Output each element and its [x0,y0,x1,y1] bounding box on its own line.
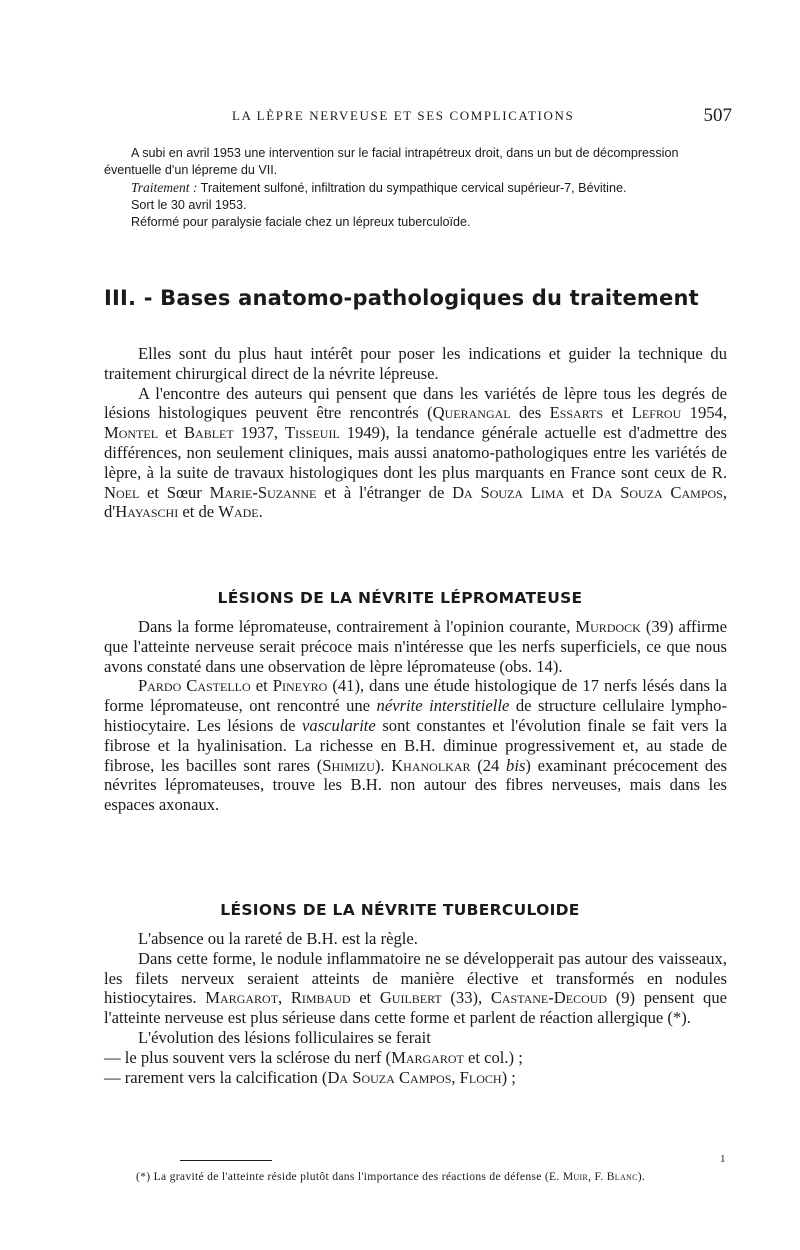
author-name: Khanolkar [391,755,471,775]
case-note-discharge: Sort le 30 avril 1953. [131,198,247,212]
paragraph-authors: A l'encontre des auteurs qui pensent que dans les variétés de lèpre tous les degrés de lésions histologiques peuvent être rencontrés (Querangal des Essarts et Lefrou 1954, Montel et Bablet 1937, Tisseuil 1949), la tendance générale actuelle est d'admettre des différences, non seulement cliniques, mais aussi anatomo-pathologiques entre les variétés de lèpre, à la suite de travaux histologiques dont les plus marquants en France sont ceux de R. Noel et Sœur Marie-Suzanne et à l'étranger de Da Souza Lima et Da Souza Campos, d'Hayaschi et de Wade. [104,383,728,522]
emphasis: bis [506,755,526,775]
author-name: Margarot [391,1047,464,1067]
author-name: Castane-Decoud [490,988,608,1008]
paragraph-murdock: Dans la forme lépromateuse, contrairement à l'opinion courante, Murdock (39) affirme que l'atteinte nerveuse serait précoce mais n'intéresse que les nerfs superficiels, ce que nous avons constaté dans une observation de lèpre lépromateuse (obs. 14). [104,617,727,676]
emphasis: névrite interstitielle [376,696,510,716]
author-name: Da Souza Campos [591,482,723,502]
case-note-treatment [104,179,734,197]
tuberculoid-text [104,929,727,1087]
author-name: Bablet [183,423,234,443]
paragraph-evolution: L'évolution des lésions folliculaires se ferait [138,1027,431,1047]
section-heading: III. - Bases anatomo-pathologiques du traitement [104,286,699,310]
subheading-tuberculoid: LÉSIONS DE LA NÉVRITE TUBERCULOIDE [220,901,580,919]
author-name: R. Noel [104,462,727,502]
treatment-text: Traitement sulfoné, infiltration du sympathique cervical supérieur-7, Bévitine. [197,181,627,195]
paragraph-absence: L'absence ou la rareté de B.H. est la règle. [138,929,418,948]
footnote-mark: 1 [720,1153,726,1165]
author-name: Muir [562,1170,589,1183]
paragraph-pardo-castello: Pardo Castello et Pineyro (41), dans une étude histologique de 17 nerfs lésés dans la forme lépromateuse, ont rencontré une névrite interstitielle de structure cellulaire lympho-histiocytaire. Les lésions de vascularite sont constantes et l'évolution finale se fait vers la fibrose et la hyalinisation. La richesse en B.H. diminue progressivement et, au stade de fibrose, les bacilles sont rares (Shimizu). Khanolkar (24 bis) examinant précocement des névrites lépromateuses, trouve les B.H. non autour des fibres nerveuses, mais dans les espaces axonaux. [104,676,728,815]
author-name: Hayaschi [115,502,179,522]
author-name: Pardo Castello [138,676,251,696]
case-note-reform: Réformé pour paralysie faciale chez un lépreux tuberculoïde. [131,215,471,229]
list-item-sclerosis: — le plus souvent vers la sclérose du nerf (Margarot et col.) ; [104,1047,523,1067]
author-name: Tisseuil [284,423,340,443]
footnote-divider [180,1160,272,1161]
lepromatous-text [104,617,727,815]
author-name: Guilbert [379,988,442,1008]
emphasis: vascularite [302,715,376,735]
author-name: Da Souza Lima [452,482,565,502]
author-name: Pineyro [272,676,328,696]
paragraph-nodule: Dans cette forme, le nodule inflammatoire ne se développerait pas autour des vaisseaux, les filets nerveux seraient atteints de manière élective et transformés en nodules histiocytaires. Margarot, Rimbaud et Guilbert (33), Castane-Decoud (9) pensent que l'atteinte nerveuse est plus sérieuse dans cette forme et parlent de réaction allergique (*). [104,948,727,1028]
author-name: Shimizu [322,755,375,775]
paragraph-intro: Elles sont du plus haut intérêt pour poser les indications et guider la technique du traitement chirurgical direct de la névrite lépreuse. [104,344,727,383]
author-name: Wade [218,502,259,522]
author-name: Montel [104,423,159,443]
author-name: Marie-Suzanne [209,482,317,502]
author-name: Margarot [205,988,279,1008]
case-note [104,145,734,231]
author-name: Blanc [606,1170,638,1183]
list-item-calcification: — rarement vers la calcification (Da Souza Campos, Floch) ; [104,1067,516,1087]
author-name: Lefrou [631,403,682,423]
treatment-label: Traitement : [131,180,198,195]
author-name: Rimbaud [290,988,351,1008]
footnote-text: (*) La gravité de l'atteinte réside plutôt dans l'importance des réactions de défense (E. Muir, F. Blanc). [136,1170,646,1183]
case-note-intervention: A subi en avril 1953 une intervention sur le facial intrapétreux droit, dans un but de décompression éventuelle d'un lépreme du VII. [104,146,679,177]
page-number: 507 [703,105,732,126]
footnote [104,1170,727,1184]
subheading-lepromatous: LÉSIONS DE LA NÉVRITE LÉPROMATEUSE [217,589,583,607]
author-name: Essarts [549,403,603,423]
author-name: Da Souza Campos, Floch [327,1067,502,1087]
running-title: LA LÈPRE NERVEUSE ET SES COMPLICATIONS [232,108,575,123]
author-name: Querangal [432,403,511,423]
author-name: Murdock [575,617,641,636]
section-intro [104,344,727,522]
